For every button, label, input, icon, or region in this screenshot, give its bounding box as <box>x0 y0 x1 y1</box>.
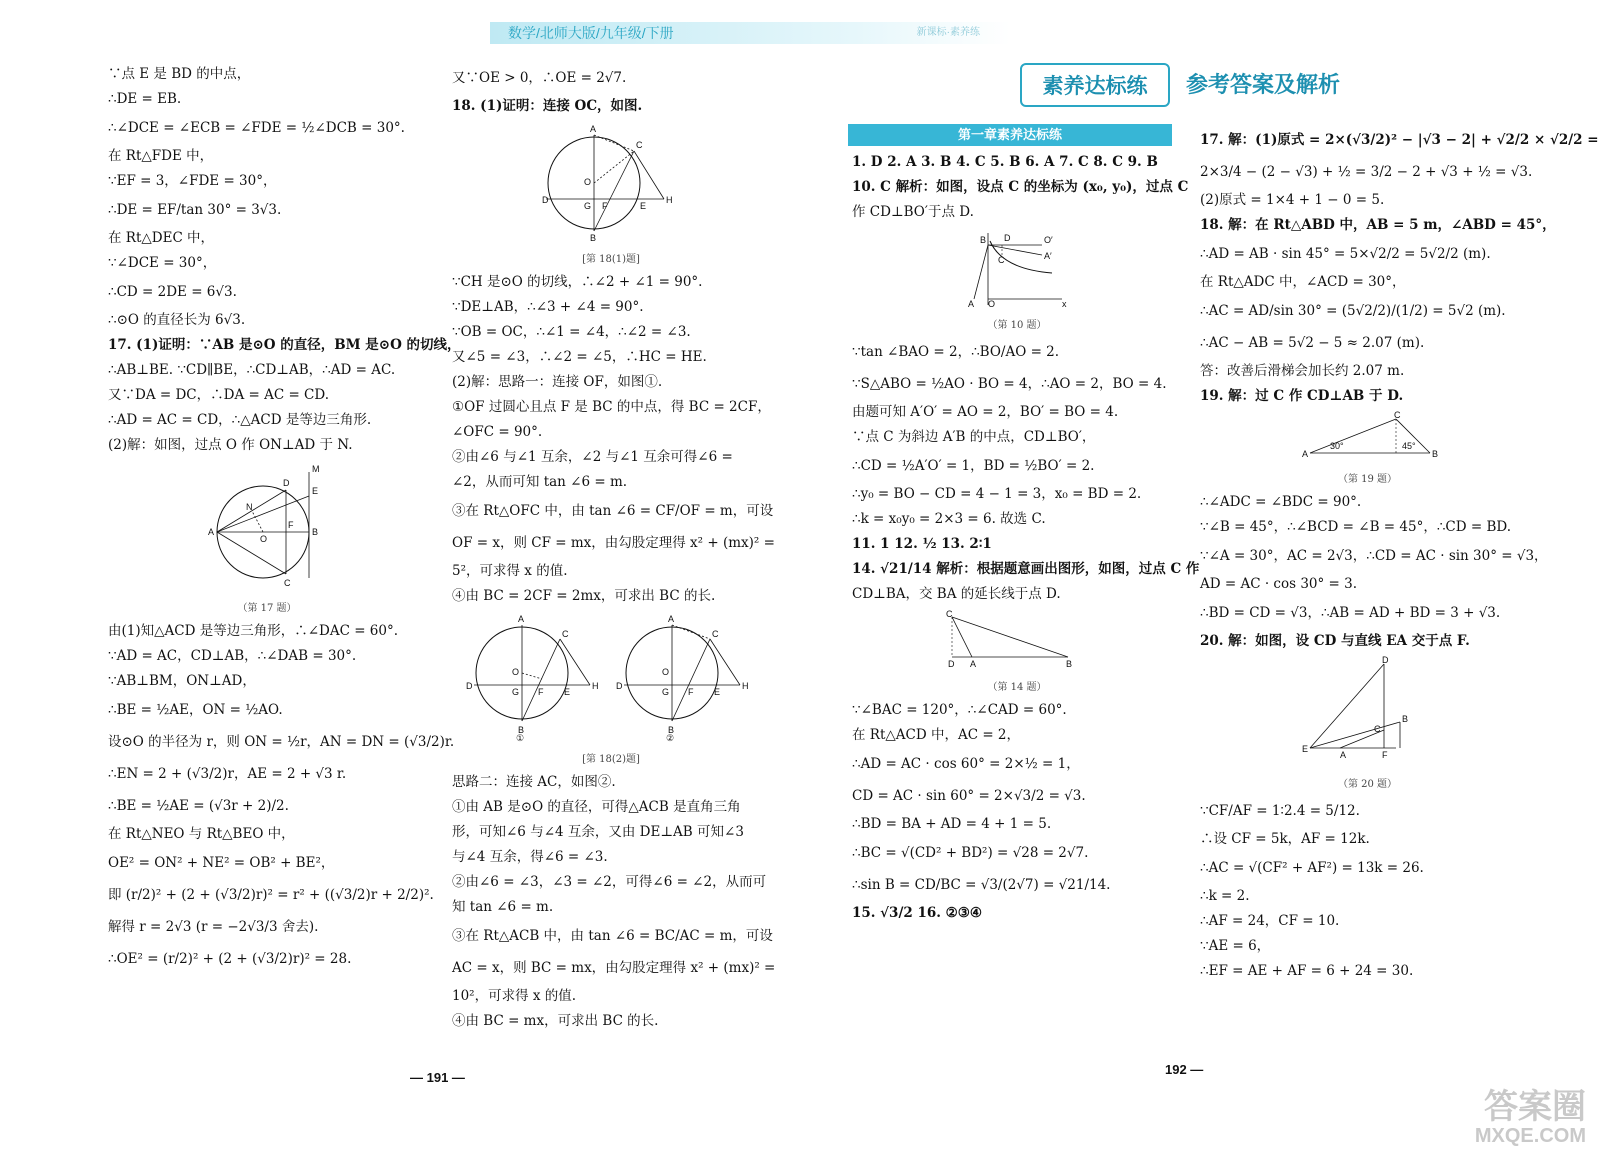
answer-line: ∵AE = 6， <box>1200 938 1271 954</box>
svg-text:E: E <box>1302 744 1309 754</box>
answer-line: ∴CD = 2DE = 6√3. <box>108 284 237 300</box>
svg-text:F: F <box>602 201 608 211</box>
figure-14 <box>852 611 1182 696</box>
answer-line: ∴BC = √(CD² + BD²) = √28 = 2√7. <box>852 845 1089 861</box>
answer-line: ∴AD = AB · sin 45° = 5×√2/2 = 5√2/2 (m). <box>1200 246 1491 262</box>
answer-line: ∵点 E 是 BD 的中点， <box>108 66 251 82</box>
answer-line: 又∵DA = DC，∴DA = AC = CD. <box>108 387 330 403</box>
svg-text:x: x <box>1062 299 1067 309</box>
svg-text:D: D <box>1382 655 1389 665</box>
svg-text:E: E <box>714 687 721 697</box>
answer-line: ∵∠BAC = 120°，∴∠CAD = 60°. <box>852 702 1067 718</box>
answer-line: ∠2，从而可知 tan ∠6 = m. <box>452 474 628 490</box>
figure-19 <box>1200 410 1535 488</box>
answer-line: 18. (1)证明：连接 OC，如图. <box>452 98 643 114</box>
section-title: 参考答案及解析 <box>1186 72 1341 97</box>
answer-line: ∵AD = AC，CD⊥AB，∴∠DAB = 30°. <box>108 648 357 664</box>
svg-text:F: F <box>288 520 294 530</box>
figure-18-2-caption: [第 18(2)题] <box>582 754 640 765</box>
answer-line: 作 CD⊥BO′于点 D. <box>852 204 974 220</box>
svg-text:30°: 30° <box>1330 441 1344 451</box>
answer-line: ∵OB = OC，∴∠1 = ∠4，∴∠2 = ∠3. <box>452 324 691 340</box>
answer-line: 在 Rt△DEC 中， <box>108 230 215 246</box>
svg-text:G: G <box>512 687 520 697</box>
answer-line: ④由 BC = mx，可求出 BC 的长. <box>452 1013 659 1029</box>
answer-line: 1. D 2. A 3. B 4. C 5. B 6. A 7. C 8. C 9. B <box>852 154 1158 170</box>
answer-line: ∴AC = AD/sin 30° = (5√2/2)/(1/2) = 5√2 (m). <box>1200 303 1506 319</box>
svg-text:H: H <box>742 681 749 691</box>
svg-text:A: A <box>668 614 675 624</box>
answer-line: 在 Rt△ACD 中，AC = 2， <box>852 727 1021 743</box>
figure-18-2 <box>452 613 770 768</box>
watermark <box>1475 1089 1586 1147</box>
answer-line: 5²，可求得 x 的值. <box>452 563 568 579</box>
svg-text:F: F <box>688 687 694 697</box>
answer-line: 14. √21/14 解析：根据题意画出图形，如图，过点 C 作 <box>852 561 1200 577</box>
answer-line: AD = AC · cos 30° = 3. <box>1200 576 1358 592</box>
svg-text:O: O <box>512 667 520 677</box>
section-badge: 素养达标练 <box>1020 63 1170 107</box>
svg-text:D: D <box>1004 233 1011 243</box>
svg-text:E: E <box>564 687 571 697</box>
answer-line: OF = x，则 CF = mx，由勾股定理得 x² + (mx)² = <box>452 535 775 551</box>
svg-text:G: G <box>584 201 592 211</box>
answer-line: ∵EF = 3，∠FDE = 30°， <box>108 173 277 189</box>
answer-line: 由题可知 A′O′ = AO = 2，BO′ = BO = 4. <box>852 404 1119 420</box>
answer-line: 答：改善后滑梯会加长约 2.07 m. <box>1200 363 1405 379</box>
figure-10 <box>852 229 1182 334</box>
header-subtitle: 新课标·素养练 <box>916 27 980 38</box>
answer-line: ∵tan ∠BAO = 2，∴BO/AO = 2. <box>852 344 1060 360</box>
answer-line: ∵∠DCE = 30°， <box>108 255 217 271</box>
svg-text:C: C <box>562 629 569 639</box>
answer-line: 即 (r/2)² + (2 + (√3/2)r)² = r² + ((√3/2)r + 2/2)². <box>108 887 434 903</box>
answer-line: ∵∠B = 45°，∴∠BCD = ∠B = 45°，∴CD = BD. <box>1200 519 1512 535</box>
answer-line: 10²，可求得 x 的值. <box>452 988 577 1004</box>
answer-line: 形，可知∠6 与∠4 互余，又由 DE⊥AB 可知∠3 <box>452 824 744 840</box>
svg-text:F: F <box>538 687 544 697</box>
figure-20 <box>1200 655 1535 793</box>
answer-line: ∴∠DCE = ∠ECB = ∠FDE = ½∠DCB = 30°. <box>108 120 405 136</box>
answer-line: 又∵OE > 0，∴OE = 2√7. <box>452 70 627 86</box>
svg-text:O: O <box>662 667 670 677</box>
svg-text:M: M <box>312 464 320 474</box>
answer-line: ∴DE = EF/tan 30° = 3√3. <box>108 202 282 218</box>
answer-line: 20. 解：如图，设 CD 与直线 EA 交于点 F. <box>1200 633 1470 649</box>
svg-text:A: A <box>1302 449 1309 459</box>
answer-line: ∴BD = BA + AD = 4 + 1 = 5. <box>852 816 1052 832</box>
answer-line: ∴∠ADC = ∠BDC = 90°. <box>1200 494 1362 510</box>
svg-text:C: C <box>284 578 291 588</box>
answer-line: 10. C 解析：如图，设点 C 的坐标为 (x₀, y₀)，过点 C <box>852 179 1189 195</box>
svg-text:C: C <box>1394 410 1401 420</box>
answer-line: (2)解：如图，过点 O 作 ON⊥AD 于 N. <box>108 437 353 453</box>
answer-line: ∴k = 2. <box>1200 888 1250 904</box>
answer-line: 知 tan ∠6 = m. <box>452 899 554 915</box>
answer-line: ∴EF = AE + AF = 6 + 24 = 30. <box>1200 963 1414 979</box>
watermark-line-1: 答案圈 <box>1484 1088 1586 1126</box>
answer-line: ∴BE = ½AE，ON = ½AO. <box>108 702 283 718</box>
answer-line: ∵∠A = 30°，AC = 2√3，∴CD = AC · sin 30° = √3， <box>1200 548 1548 564</box>
answer-line: 19. 解：过 C 作 CD⊥AB 于 D. <box>1200 388 1404 404</box>
answer-line: ∴OE² = (r/2)² + (2 + (√3/2)r)² = 28. <box>108 951 352 967</box>
answer-line: ∴AC = √(CF² + AF²) = 13k = 26. <box>1200 860 1424 876</box>
answer-line: ∠OFC = 90°. <box>452 424 543 440</box>
answer-line: ∴AD = AC = CD，∴△ACD 是等边三角形. <box>108 412 372 428</box>
svg-text:B: B <box>518 725 525 735</box>
answer-line: 解得 r = 2√3 (r = −2√3/3 舍去). <box>108 919 319 935</box>
figure-18-1-caption: [第 18(1)题] <box>582 254 640 265</box>
answer-line: OE² = ON² + NE² = OB² + BE²， <box>108 855 335 871</box>
answer-line: ∵CF/AF = 1∶2.4 = 5/12. <box>1200 803 1360 819</box>
answer-line: 2×3/4 − (2 − √3) + ½ = 3/2 − 2 + √3 + ½ = √3. <box>1200 164 1533 180</box>
page-number-right: 192 — <box>1165 1062 1204 1077</box>
answer-line: ∴⊙O 的直径长为 6√3. <box>108 312 246 328</box>
figure-19-caption: （第 19 题） <box>1337 474 1398 485</box>
running-header <box>490 22 1010 44</box>
figure-14-caption: （第 14 题） <box>987 682 1047 693</box>
svg-text:O′: O′ <box>1044 235 1053 245</box>
svg-text:A: A <box>1340 750 1347 760</box>
answer-line: 11. 1 12. ½ 13. 2∶1 <box>852 536 992 552</box>
answer-line: 在 Rt△NEO 与 Rt△BEO 中， <box>108 826 295 842</box>
answer-line: ②由∠6 = ∠3，∠3 = ∠2，可得∠6 = ∠2，从而可 <box>452 874 767 890</box>
svg-text:B: B <box>668 725 675 735</box>
answer-line: ①由 AB 是⊙O 的直径，可得△ACB 是直角三角 <box>452 799 741 815</box>
answer-line: ④由 BC = 2CF = 2mx，可求出 BC 的长. <box>452 588 716 604</box>
answer-line: 18. 解：在 Rt△ABD 中，AB = 5 m，∠ABD = 45°， <box>1200 217 1556 233</box>
svg-text:A: A <box>590 124 597 134</box>
svg-text:F: F <box>1382 750 1388 760</box>
answer-line: ①OF 过圆心且点 F 是 BC 的中点，得 BC = 2CF， <box>452 399 771 415</box>
svg-text:N: N <box>246 502 253 512</box>
svg-text:O: O <box>260 534 268 544</box>
answer-line: ③在 Rt△OFC 中，由 tan ∠6 = CF/OF = m，可设 <box>452 503 774 519</box>
answer-line: ∵AB⊥BM，ON⊥AD， <box>108 673 256 689</box>
answer-line: ∴CD = ½A′O′ = 1，BD = ½BO′ = 2. <box>852 458 1095 474</box>
svg-text:C: C <box>1374 724 1381 734</box>
answer-line: ∵S△ABO = ½AO · BO = 4，∴AO = 2，BO = 4. <box>852 376 1167 392</box>
answer-line: ∴BE = ½AE = (√3r + 2)/2. <box>108 798 289 814</box>
answer-line: 又∠5 = ∠3，∴∠2 = ∠5，∴HC = HE. <box>452 349 707 365</box>
svg-text:45°: 45° <box>1402 441 1416 451</box>
answer-line: ∴设 CF = 5k，AF = 12k. <box>1200 831 1370 847</box>
page-number-left: — 191 — <box>410 1070 465 1085</box>
svg-text:B: B <box>1066 659 1073 669</box>
answer-line: ∴AC − AB = 5√2 − 5 ≈ 2.07 (m). <box>1200 335 1425 351</box>
svg-text:A′: A′ <box>1044 251 1052 261</box>
svg-text:E: E <box>640 201 647 211</box>
left-page-column-2 <box>452 62 776 1034</box>
svg-text:B: B <box>1432 449 1439 459</box>
svg-text:B: B <box>312 527 319 537</box>
svg-text:A: A <box>968 299 975 309</box>
answer-line: 在 Rt△FDE 中， <box>108 148 214 164</box>
svg-text:C: C <box>998 255 1005 265</box>
right-page-column-2 <box>1200 124 1599 984</box>
svg-text:H: H <box>666 195 673 205</box>
figure-label-1: ① <box>516 733 525 743</box>
svg-text:G: G <box>662 687 670 697</box>
figure-17-caption: （第 17 题） <box>237 603 297 614</box>
svg-text:O: O <box>988 299 996 309</box>
svg-text:H: H <box>592 681 599 691</box>
answer-line: ∴sin B = CD/BC = √3/(2√7) = √21/14. <box>852 877 1111 893</box>
answer-line: CD⊥BA，交 BA 的延长线于点 D. <box>852 586 1061 602</box>
answer-line: (2)原式 = 1×4 + 1 − 0 = 5. <box>1200 192 1385 208</box>
answer-line: ∴AD = AC · cos 60° = 2×½ = 1， <box>852 756 1080 772</box>
svg-text:O: O <box>584 177 592 187</box>
svg-text:B: B <box>980 235 987 245</box>
svg-text:C: C <box>636 140 643 150</box>
answer-line: ∴BD = CD = √3，∴AB = AD + BD = 3 + √3. <box>1200 605 1501 621</box>
svg-text:A: A <box>970 659 977 669</box>
figure-label-2: ② <box>666 733 675 743</box>
answer-line: ∴AB⊥BE. ∵CD∥BE，∴CD⊥AB，∴AD = AC. <box>108 362 396 378</box>
svg-text:A: A <box>518 614 525 624</box>
answer-line: ∴k = x₀y₀ = 2×3 = 6. 故选 C. <box>852 511 1046 527</box>
header-title: 数学/北师大版/九年级/下册 <box>508 25 674 41</box>
svg-text:C: C <box>712 629 719 639</box>
answer-line: ∵DE⊥AB，∴∠3 + ∠4 = 90°. <box>452 299 644 315</box>
answer-line: AC = x，则 BC = mx，由勾股定理得 x² + (mx)² = <box>452 960 776 976</box>
answer-line: ∴y₀ = BO − CD = 4 − 1 = 3，x₀ = BD = 2. <box>852 486 1142 502</box>
figure-18-1 <box>452 123 770 268</box>
answer-line: 思路二：连接 AC，如图②. <box>452 774 616 790</box>
answer-line: ③在 Rt△ACB 中，由 tan ∠6 = BC/AC = m，可设 <box>452 928 773 944</box>
svg-text:C: C <box>946 609 953 619</box>
right-page-column-1 <box>852 150 1200 926</box>
answer-line: ∴DE = EB. <box>108 91 182 107</box>
answer-line: ∵点 C 为斜边 A′B 的中点，CD⊥BO′， <box>852 429 1096 445</box>
answer-line: (2)解：思路一：连接 OF，如图①. <box>452 374 663 390</box>
svg-text:D: D <box>542 195 549 205</box>
svg-text:E: E <box>312 486 319 496</box>
chapter-bar: 第一章素养达标练 <box>848 124 1172 146</box>
svg-text:B: B <box>590 233 597 243</box>
answer-line: ∵CH 是⊙O 的切线，∴∠2 + ∠1 = 90°. <box>452 274 703 290</box>
left-page-column-1 <box>108 62 461 975</box>
svg-text:B: B <box>1402 714 1409 724</box>
answer-line: 在 Rt△ADC 中，∠ACD = 30°， <box>1200 274 1406 290</box>
figure-10-caption: （第 10 题） <box>987 320 1047 331</box>
answer-line: CD = AC · sin 60° = 2×√3/2 = √3. <box>852 788 1086 804</box>
svg-text:D: D <box>948 659 955 669</box>
figure-17 <box>108 462 426 617</box>
figure-20-caption: （第 20 题） <box>1337 779 1398 790</box>
answer-line: 由(1)知△ACD 是等边三角形，∴∠DAC = 60°. <box>108 623 399 639</box>
watermark-line-2: MXQE.COM <box>1474 1125 1586 1147</box>
answer-line: 15. √3/2 16. ②③④ <box>852 905 982 921</box>
answer-line: 与∠4 互余，得∠6 = ∠3. <box>452 849 608 865</box>
answer-line: ②由∠6 与∠1 互余，∠2 与∠1 互余可得∠6 = <box>452 449 733 465</box>
svg-text:D: D <box>283 478 290 488</box>
svg-text:A: A <box>208 527 215 537</box>
answer-line: ∴AF = 24，CF = 10. <box>1200 913 1340 929</box>
answer-line: 设⊙O 的半径为 r，则 ON = ½r，AN = DN = (√3/2)r. <box>108 734 455 750</box>
answer-line: 17. (1)证明：∵AB 是⊙O 的直径，BM 是⊙O 的切线， <box>108 337 461 353</box>
answer-line: 17. 解：(1)原式 = 2×(√3/2)² − |√3 − 2| + √2/2 × √2/2 = <box>1200 132 1599 148</box>
answer-line: ∴EN = 2 + (√3/2)r，AE = 2 + √3 r. <box>108 766 347 782</box>
svg-text:D: D <box>616 681 623 691</box>
svg-text:D: D <box>466 681 473 691</box>
